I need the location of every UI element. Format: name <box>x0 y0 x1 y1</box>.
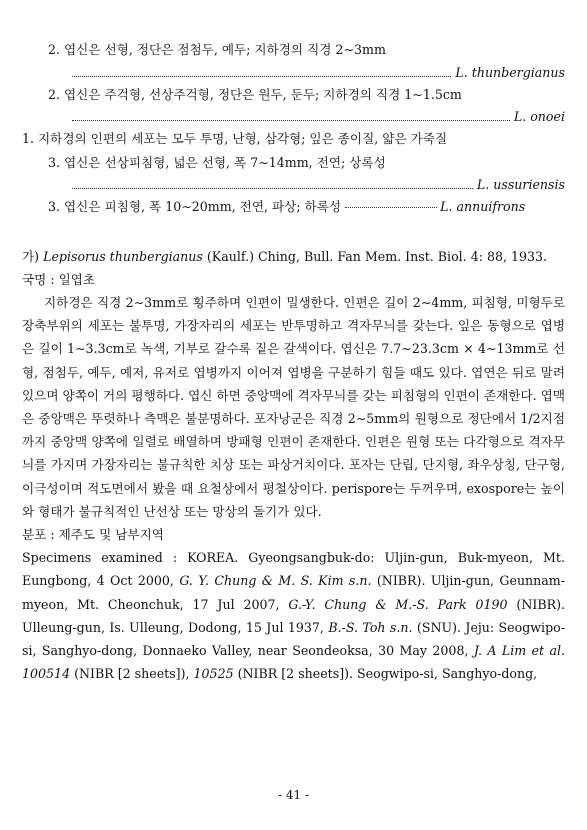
specimen-text: Specimens examined : KOREA. Gyeongsangbuk-do: Uljin-gun, Buk-myeon, Mt. Eungbong, 4 Oct 2000, <box>22 550 565 589</box>
key-line-1b: 1. 지하경의 인편의 세포는 모두 투명, 난형, 삼각형; 잎은 종이질, 얇은 가죽질 <box>22 131 448 146</box>
dot-leader <box>72 188 473 189</box>
page-number: - 41 - <box>277 788 309 802</box>
key-line-3b <box>22 195 565 219</box>
species-name: L. ussuriensis <box>476 177 565 192</box>
collector: B.-S. Toh s.n. <box>328 619 413 635</box>
key-line-2a: 2. 엽신은 선형, 정단은 점첨두, 예두; 지하경의 직경 2∼3mm <box>48 42 386 57</box>
key-line-2b: 2. 엽신은 주걱형, 선상주걱형, 정단은 원두, 둔두; 지하경의 직경 1∼1.5cm <box>48 86 462 102</box>
species-name: L. onoei <box>513 109 565 124</box>
taxon-heading <box>22 245 565 268</box>
key-leader-onoei <box>22 106 565 127</box>
collector: G.-Y. Chung & M.-S. Park 0190 <box>288 596 508 612</box>
dot-leader <box>345 207 437 208</box>
specimen-text: (SNU). Jeju: Seogwipo-si, Sanghyo-dong, Donnaeko Valley, near Seondeoksa, 30 May 2008, <box>22 619 565 658</box>
dot-leader <box>72 120 510 121</box>
taxon-authority: (Kaulf.) Ching, Bull. Fan Mem. Inst. Biol. 4: 88, 1933. <box>206 248 548 264</box>
description-paragraph: 지하경은 직경 2∼3mm로 횡주하며 인편이 밀생한다. 인편은 길이 2∼4mm, 피침형, 미형두로 장축부위의 세포는 불투명, 가장자리의 세포는 반투명하고 격자무늬를 갖는다. 잎은 동형으로 엽병은 길이 1∼3.3cm로 녹색, 기부로 갈수록 짙은 갈색이다. 엽신은 7.7∼23.3cm × 4∼13mm로 선형, 점첨두, 예두, 예저, 유저로 엽병까지 이어져 엽병을 구분하기 힘들 때도 있다. 엽연은 뒤로 말려있으며 양쪽이 거의 평행하다. 엽신 하면 중앙맥에 격자무늬를 갖는 피침형의 인편이 존재한다. 엽맥은 중앙맥은 뚜렷하나 측맥은 불분명하다. 포자낭군은 직경 2∼5mm의 원형으로 정단에서 1/2지점까지 중앙맥 양쪽에 일렬로 배열하며 방패형 인편이 존재한다. 인편은 원형 또는 다각형으로 격자무늬를 가지며 가장자리는 불규칙한 치상 또는 파상거치이다. 포자는 단립, 단지형, 좌우상칭, 단구형, 이극성이며 적도면에서 봤을 때 요철상에서 평철상이다. perispore는 두꺼우며, exospore는 높이와 형태가 불규칙적인 난선상 또는 망상의 돌기가 있다. <box>22 294 565 519</box>
korean-name: 국명 : 일엽초 <box>22 271 96 287</box>
taxon-name: Lepisorus thunbergianus <box>43 248 203 264</box>
collector: 10525 <box>193 666 234 682</box>
key-leader-thunbergianus <box>22 62 565 83</box>
specimen-text: (NIBR [2 sheets]), <box>74 666 190 682</box>
distribution: 분포 : 제주도 및 남부지역 <box>22 526 164 542</box>
key-text: 3. 엽신은 피침형, 폭 10∼20mm, 전연, 파상; 하록성 <box>48 199 342 214</box>
key-leader-ussuriensis <box>22 174 565 195</box>
taxon-prefix: 가) <box>22 248 40 264</box>
key-line-3a: 3. 엽신은 선상피침형, 넓은 선형, 폭 7∼14mm, 전연; 상록성 <box>48 154 386 170</box>
dot-leader <box>72 76 451 77</box>
specimen-text: (NIBR). Uljin-gun, Geunnam-myeon, Mt. Cheonchuk, 17 Jul 2007, <box>22 573 565 612</box>
specimen-text: (NIBR [2 sheets]). Seogwipo-si, Sanghyo-dong, <box>237 666 538 682</box>
collector: G. Y. Chung & M. S. Kim s.n. <box>179 573 372 589</box>
species-name: L. annuifrons <box>440 199 526 214</box>
specimens-examined <box>22 546 565 685</box>
specimen-text: (NIBR). Ulleung-gun, Is. Ulleung, Dodong, 15 Jul 1937, <box>22 596 565 635</box>
species-name: L. thunbergianus <box>455 64 565 80</box>
collector: J. A Lim et al. 100514 <box>22 642 565 682</box>
